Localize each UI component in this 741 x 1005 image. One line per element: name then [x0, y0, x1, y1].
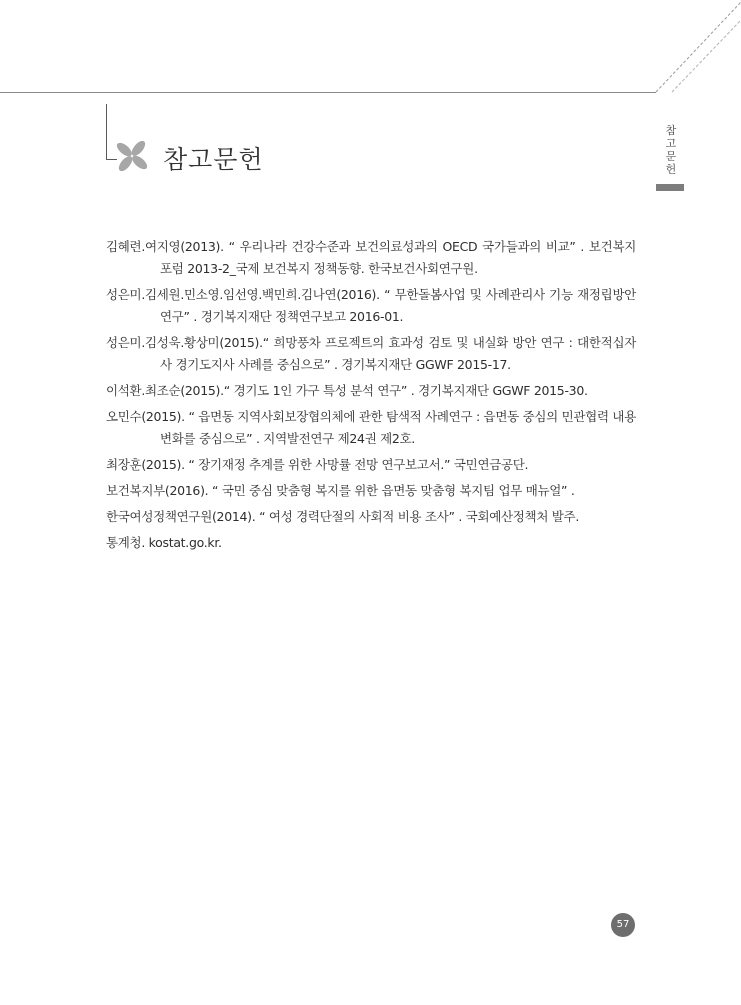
reference-list — [106, 236, 636, 558]
reference-entry: 성은미.김세원.민소영.임선영.백민희.김나연(2016). “ 무한돌봄사업 및 사례관리사 기능 재정립방안 연구” . 경기복지재단 정책연구보고 2016-01. — [106, 287, 636, 324]
side-label-char: 참 — [665, 124, 677, 137]
page-number: 57 — [611, 913, 635, 937]
reference-entry: 오민수(2015). “ 읍면동 지역사회보장협의체에 관한 탐색적 사례연구 : 읍면동 중심의 민관협력 내용 변화를 중심으로” . 지역발전연구 제24권 제2호. — [106, 409, 636, 446]
reference-entry: 보건복지부(2016). “ 국민 중심 맞춤형 복지를 위한 읍면동 맞춤형 복지팀 업무 매뉴얼” . — [106, 483, 575, 498]
side-tab-bar — [656, 184, 684, 191]
side-label-char: 헌 — [665, 163, 677, 176]
reference-entry: 성은미.김성욱.황상미(2015).“ 희망풍차 프로젝트의 효과성 검토 및 내실화 방안 연구 : 대한적십자사 경기도지사 사례를 중심으로” . 경기복지재단 GGWF 2015-17. — [106, 335, 636, 372]
reference-entry: 최장훈(2015). “ 장기재정 추계를 위한 사망률 전망 연구보고서.” 국민연금공단. — [106, 457, 529, 472]
reference-entry: 통계청. kostat.go.kr. — [106, 535, 222, 550]
title-bracket — [106, 104, 107, 160]
reference-entry: 김혜련.여지영(2013). “ 우리나라 건강수준과 보건의료성과의 OECD 국가들과의 비교” . 보건복지포럼 2013-2_국제 보건복지 정책동향. 한국보건사회연구원. — [106, 239, 636, 276]
reference-entry: 이석환.최조순(2015).“ 경기도 1인 가구 특성 분석 연구” . 경기복지재단 GGWF 2015-30. — [106, 383, 588, 398]
side-section-label — [664, 124, 678, 176]
header-rule — [0, 92, 656, 93]
side-label-char: 고 — [665, 137, 677, 150]
corner-dashed-lines-decoration — [640, 0, 741, 94]
page-title: 참고문헌 — [163, 145, 264, 174]
reference-entry: 한국여성정책연구원(2014). “ 여성 경력단절의 사회적 비용 조사” . 국회예산정책처 발주. — [106, 509, 579, 524]
flower-icon — [112, 136, 152, 176]
side-label-char: 문 — [665, 150, 677, 163]
